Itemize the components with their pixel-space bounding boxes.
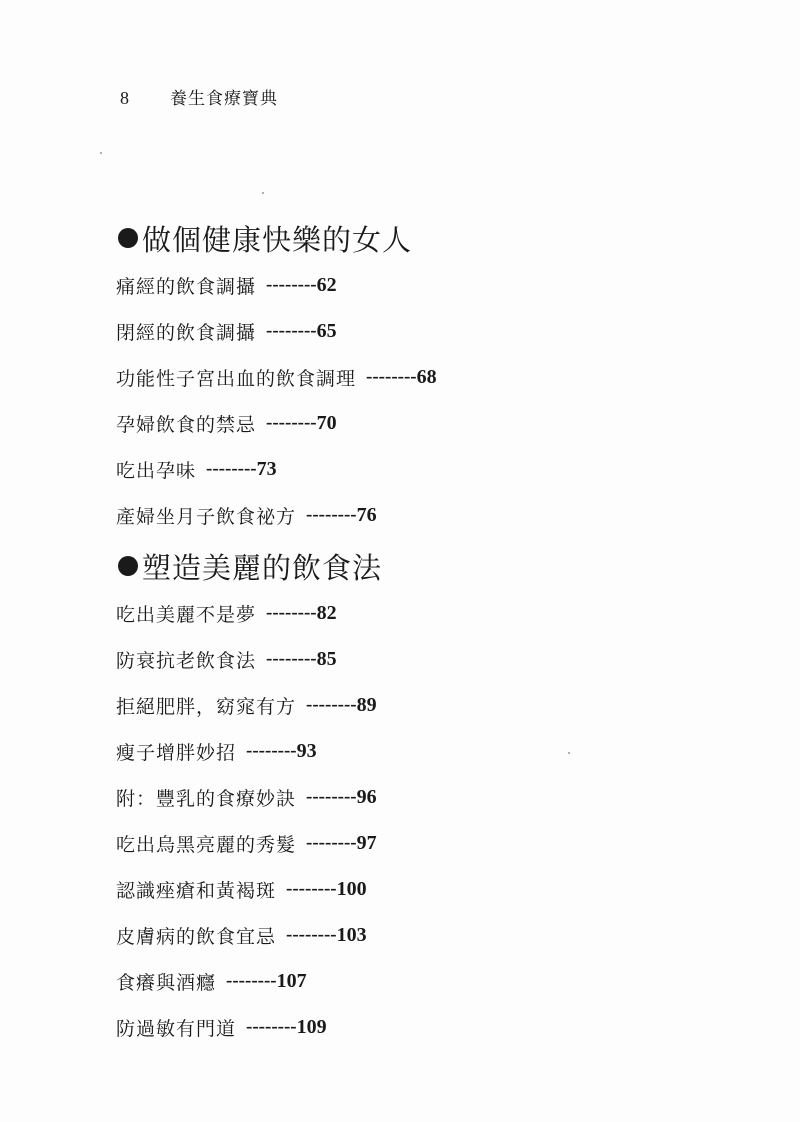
entry-title: 功能性子宮出血的飲食調理	[116, 367, 357, 390]
entry-page: 65	[316, 319, 337, 342]
entry-page: 85	[316, 647, 337, 670]
bullet-icon	[118, 556, 138, 576]
dot-leader: --------	[266, 648, 317, 669]
entry-title: 認識痤瘡和黃褐斑	[116, 879, 277, 902]
entry-page: 82	[316, 601, 337, 624]
entry-page: 93	[296, 739, 317, 762]
dot-leader: --------	[286, 924, 337, 945]
entry-page: 89	[356, 693, 377, 716]
dot-leader: --------	[286, 878, 337, 899]
toc-entry	[116, 492, 756, 538]
dot-leader: --------	[206, 458, 257, 479]
entry-title: 瘦子增胖妙招	[116, 741, 237, 764]
dot-leader: --------	[226, 970, 277, 991]
toc-entry	[116, 1004, 756, 1050]
toc-entry	[116, 400, 756, 446]
entry-page: 109	[296, 1015, 327, 1038]
toc-entry	[116, 728, 756, 774]
entry-page: 70	[316, 411, 337, 434]
toc-entry	[116, 958, 756, 1004]
entry-title: 閉經的飲食調攝	[116, 321, 257, 344]
section-title: 做個健康快樂的女人	[142, 222, 413, 257]
entry-title: 防過敏有門道	[116, 1017, 237, 1040]
toc-entry	[116, 774, 756, 820]
dot-leader: --------	[266, 274, 317, 295]
dot-leader: --------	[306, 786, 357, 807]
entry-title: 附：豐乳的食療妙訣	[116, 787, 297, 810]
entry-page: 68	[416, 365, 437, 388]
entry-page: 76	[356, 503, 377, 526]
entry-page: 107	[276, 969, 307, 992]
entry-title: 吃出孕味	[116, 459, 197, 482]
entry-page: 62	[316, 273, 337, 296]
entry-title: 食癢與酒癮	[116, 971, 217, 994]
dot-leader: --------	[246, 1016, 297, 1037]
entry-page: 73	[256, 457, 277, 480]
toc-entry	[116, 636, 756, 682]
section-heading	[116, 214, 756, 262]
dot-leader: --------	[266, 320, 317, 341]
page-number: 8	[120, 88, 129, 108]
dot-leader: --------	[306, 832, 357, 853]
entry-title: 吃出美麗不是夢	[116, 603, 257, 626]
dot-leader: --------	[306, 504, 357, 525]
toc-entry	[116, 912, 756, 958]
entry-page: 100	[336, 877, 367, 900]
dot-leader: --------	[266, 602, 317, 623]
dot-leader: --------	[366, 366, 417, 387]
bullet-icon	[118, 228, 138, 248]
section-title: 塑造美麗的飲食法	[142, 550, 383, 585]
entry-title: 吃出烏黑亮麗的秀髮	[116, 833, 297, 856]
dot-leader: --------	[306, 694, 357, 715]
scan-speck	[100, 152, 102, 154]
dot-leader: --------	[266, 412, 317, 433]
book-title: 養生食療寶典	[170, 89, 278, 109]
table-of-contents	[116, 210, 756, 1050]
section-heading	[116, 542, 756, 590]
toc-entry	[116, 820, 756, 866]
entry-title: 孕婦飲食的禁忌	[116, 413, 257, 436]
entry-title: 產婦坐月子飲食祕方	[116, 505, 297, 528]
entry-page: 103	[336, 923, 367, 946]
toc-entry	[116, 354, 756, 400]
scan-speck	[262, 192, 264, 194]
entry-page: 96	[356, 785, 377, 808]
entry-title: 拒絕肥胖，窈窕有方	[116, 695, 297, 718]
toc-entry	[116, 682, 756, 728]
toc-entry	[116, 590, 756, 636]
toc-entry	[116, 866, 756, 912]
entry-title: 痛經的飲食調攝	[116, 275, 257, 298]
entry-page: 97	[356, 831, 377, 854]
toc-entry	[116, 262, 756, 308]
toc-entry	[116, 446, 756, 492]
entry-title: 皮膚病的飲食宜忌	[116, 925, 277, 948]
running-head	[120, 84, 278, 109]
toc-entry	[116, 308, 756, 354]
entry-title: 防衰抗老飲食法	[116, 649, 257, 672]
dot-leader: --------	[246, 740, 297, 761]
